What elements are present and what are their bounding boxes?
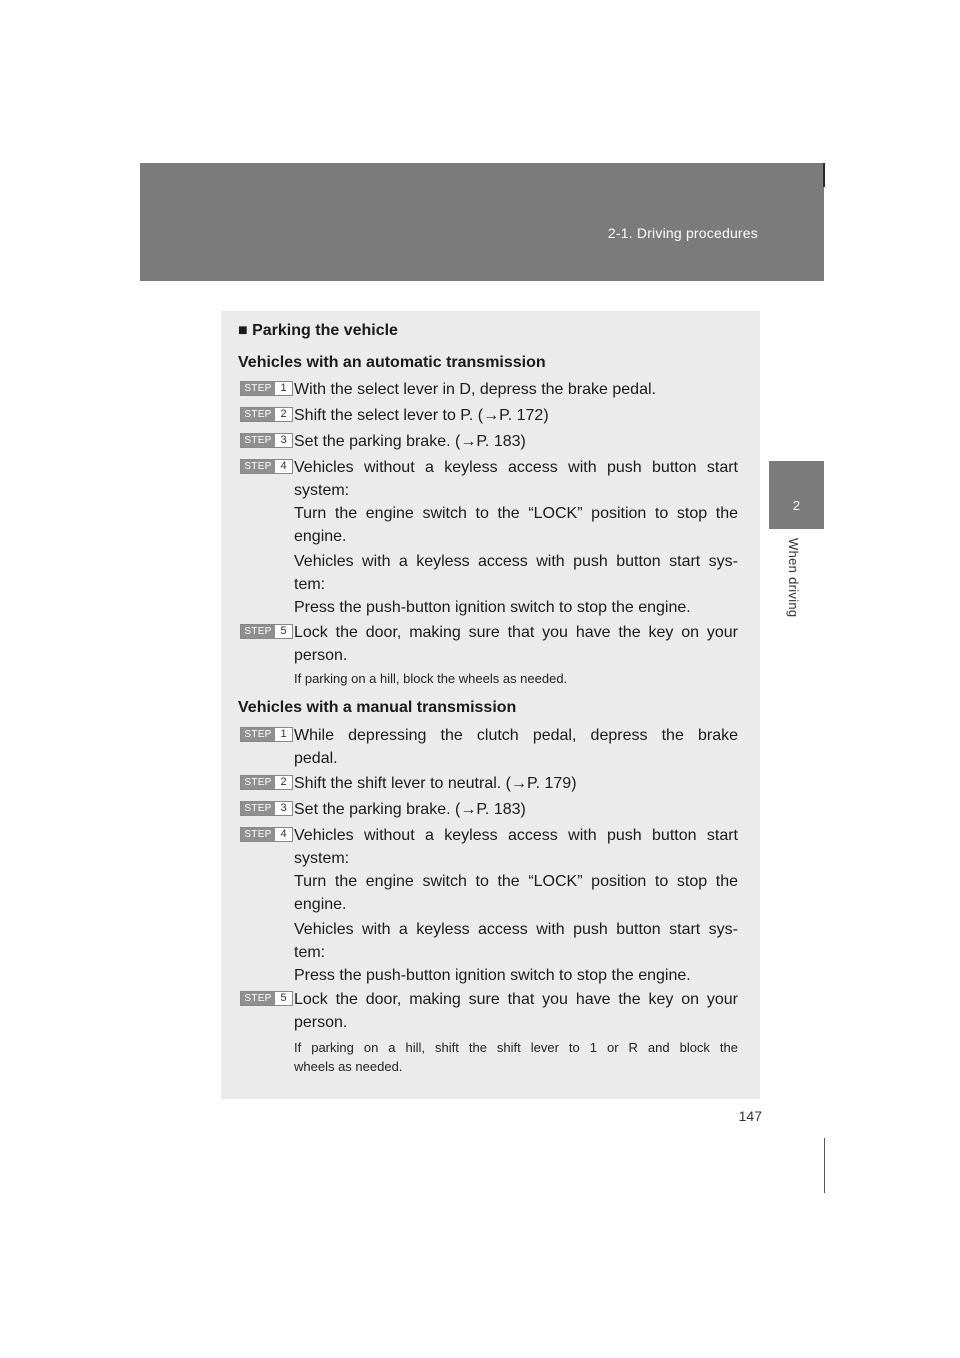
step-badge: STEP 4 xyxy=(240,827,293,842)
step-badge: STEP 5 xyxy=(240,991,293,1006)
auto-step-3 xyxy=(240,430,738,453)
step-badge: STEP 1 xyxy=(240,381,293,396)
step-text: Shift the shift lever to neutral. (→P. 179) xyxy=(294,775,577,792)
manual-step-1 xyxy=(240,724,738,770)
step-text: person. xyxy=(294,1014,348,1031)
step-text: system: xyxy=(294,850,350,867)
step-badge: STEP 4 xyxy=(240,459,293,474)
section-header-title: 2-1. Driving procedures xyxy=(607,225,758,241)
chapter-tab xyxy=(769,461,824,529)
manual-step-5 xyxy=(240,988,738,1034)
step-text: Press the push-button ignition switch to stop the engine. xyxy=(294,967,691,984)
step-text: pedal. xyxy=(294,750,338,767)
step-badge: STEP 2 xyxy=(240,407,293,422)
section-title: ■ Parking the vehicle xyxy=(238,322,398,339)
manual-step-4 xyxy=(240,824,738,987)
step-text: Turn the engine switch to the “LOCK” position to stop the xyxy=(294,505,738,522)
step-text: While depressing the clutch pedal, depress the brake xyxy=(294,727,738,744)
crop-mark xyxy=(824,1138,825,1193)
header-band xyxy=(140,163,824,281)
step-badge: STEP 2 xyxy=(240,775,293,790)
step-text: Set the parking brake. (→P. 183) xyxy=(294,433,526,450)
step-text: tem: xyxy=(294,944,326,961)
step-badge: STEP 1 xyxy=(240,727,293,742)
step-text: system: xyxy=(294,482,350,499)
step-text: Press the push-button ignition switch to stop the engine. xyxy=(294,599,691,616)
step-text: Lock the door, making sure that you have the key on your xyxy=(294,991,738,1008)
step-text: Vehicles with a keyless access with push button start sys- xyxy=(294,553,738,570)
auto-step-2 xyxy=(240,404,738,427)
step-text: Set the parking brake. (→P. 183) xyxy=(294,801,526,818)
manual-note: If parking on a hill, shift the shift lever to 1 or R and block the wheels as needed. xyxy=(294,1040,738,1074)
auto-step-1 xyxy=(240,378,738,401)
step-badge: STEP 3 xyxy=(240,801,293,816)
step-badge: STEP 3 xyxy=(240,433,293,448)
manual-heading: Vehicles with a manual transmission xyxy=(238,699,517,716)
chapter-label: When driving xyxy=(786,538,801,618)
page-number: 147 xyxy=(738,1108,762,1124)
step-text: Turn the engine switch to the “LOCK” position to stop the xyxy=(294,873,738,890)
step-text: tem: xyxy=(294,576,326,593)
crop-mark xyxy=(823,163,825,187)
step-text: Vehicles without a keyless access with push button start xyxy=(294,827,738,844)
step-text: engine. xyxy=(294,896,347,913)
manual-step-3 xyxy=(240,798,738,821)
step-text: Shift the select lever to P. (→P. 172) xyxy=(294,407,549,424)
step-text: Lock the door, making sure that you have the key on your xyxy=(294,624,738,641)
step-text: Vehicles with a keyless access with push button start sys- xyxy=(294,921,738,938)
step-text: engine. xyxy=(294,528,347,545)
procedure-box xyxy=(221,311,760,1099)
auto-note: If parking on a hill, block the wheels as needed. xyxy=(294,671,568,686)
auto-step-5 xyxy=(240,621,738,667)
step-text: With the select lever in D, depress the brake pedal. xyxy=(294,381,656,398)
manual-step-2 xyxy=(240,772,738,795)
chapter-number: 2 xyxy=(792,498,801,513)
step-badge: STEP 5 xyxy=(240,624,293,639)
step-text: person. xyxy=(294,647,348,664)
automatic-heading: Vehicles with an automatic transmission xyxy=(238,354,546,371)
step-text: Vehicles without a keyless access with push button start xyxy=(294,459,738,476)
auto-step-4 xyxy=(240,456,738,619)
